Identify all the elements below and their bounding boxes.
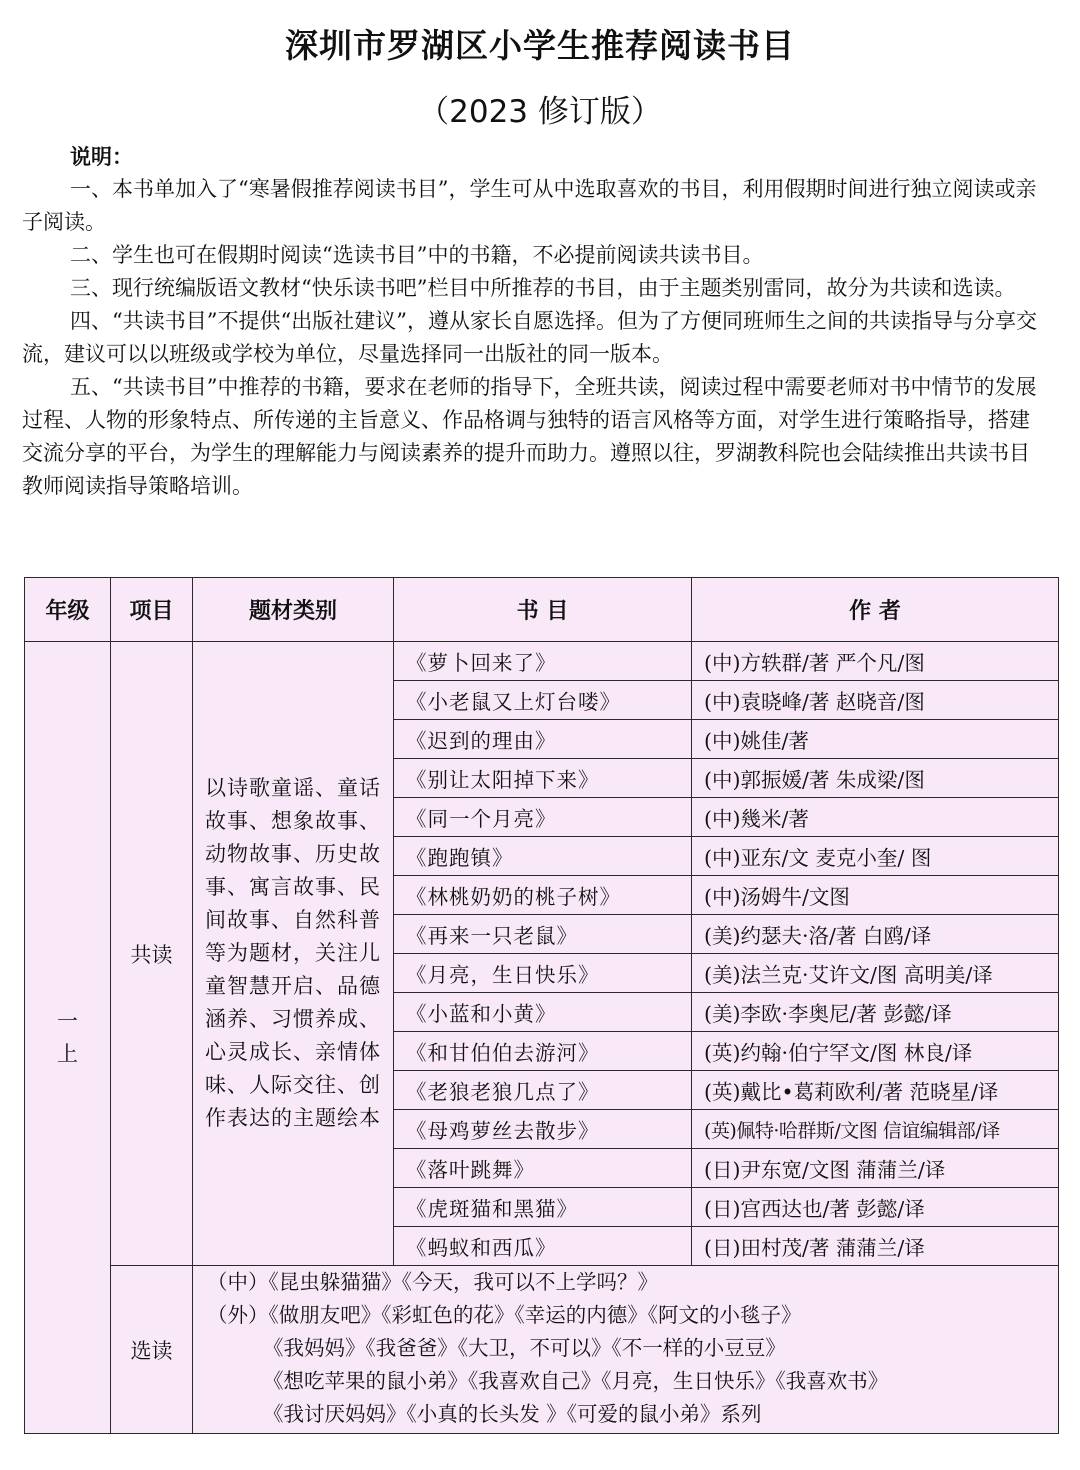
- book-author: (日)田村茂/著 蒲蒲兰/译: [692, 1227, 1059, 1266]
- elective-line: （中）《昆虫躲猫猫》《今天，我可以不上学吗？》: [207, 1270, 658, 1294]
- book-author: (日)尹东宽/文图 蒲蒲兰/译: [692, 1149, 1059, 1188]
- book-title: 《母鸡萝丝去散步》: [394, 1110, 692, 1149]
- grade-cell: [25, 642, 111, 1434]
- book-title: 《跑跑镇》: [394, 837, 692, 876]
- note-paragraph-5: 五、“共读书目”中推荐的书籍，要求在老师的指导下，全班共读，阅读过程中需要老师对书中情节的发展过程、人物的形象特点、所传递的主旨意义、作品格调与独特的语言风格等方面，对学生进行策略指导，搭建交流分享的平台，为学生的理解能力与阅读素养的提升而助力。遵照以往，罗湖教科院也会陆续推出共读书目教师阅读指导策略培训。: [22, 375, 1037, 498]
- book-author: (英)戴比•葛莉欧利/著 范晓星/译: [692, 1071, 1059, 1110]
- book-title: 《和甘伯伯去游河》: [394, 1032, 692, 1071]
- book-author: (中)姚佳/著: [692, 720, 1059, 759]
- book-author: (中)亚东/文 麦克小奎/ 图: [692, 837, 1059, 876]
- book-author: (美)法兰克·艾许文/图 高明美/译: [692, 954, 1059, 993]
- note-paragraph-4: 四、“共读书目”不提供“出版社建议”，遵从家长自愿选择。但为了方便同班师生之间的共读指导与分享交流，建议可以以班级或学校为单位，尽量选择同一出版社的同一版本。: [22, 309, 1037, 366]
- book-title: 《迟到的理由》: [394, 720, 692, 759]
- header-book: 书 目: [394, 578, 692, 642]
- elective-line: （外）《做朋友吧》《彩虹色的花》《幸运的内德》《阿文的小毯子》: [207, 1303, 802, 1327]
- elective-books-cell: [193, 1266, 1059, 1434]
- book-title: 《蚂蚁和西瓜》: [394, 1227, 692, 1266]
- book-author: (英)约翰·伯宁罕文/图 林良/译: [692, 1032, 1059, 1071]
- book-author: (中)幾米/著: [692, 798, 1059, 837]
- note-paragraph-2: 二、学生也可在假期时阅读“选读书目”中的书籍，不必提前阅读共读书目。: [70, 243, 764, 267]
- table-row: [25, 1266, 1059, 1434]
- book-title: 《老狼老狼几点了》: [394, 1071, 692, 1110]
- book-title: 《月亮，生日快乐》: [394, 954, 692, 993]
- reading-list-table: [24, 577, 1059, 1434]
- table-row: [25, 642, 1059, 681]
- note-paragraph-3: 三、现行统编版语文教材“快乐读书吧”栏目中所推荐的书目，由于主题类别雷同，故分为共读和选读。: [70, 276, 1016, 300]
- book-title: 《别让太阳掉下来》: [394, 759, 692, 798]
- book-title: 《落叶跳舞》: [394, 1149, 692, 1188]
- shared-reading-label: 共读: [111, 642, 193, 1266]
- grade-value: 一上: [57, 1008, 78, 1066]
- header-author: 作 者: [692, 578, 1059, 642]
- book-author: (中)汤姆牛/文图: [692, 876, 1059, 915]
- book-title: 《再来一只老鼠》: [394, 915, 692, 954]
- header-topic: 题材类别: [193, 578, 394, 642]
- book-author: (中)郭振媛/著 朱成梁/图: [692, 759, 1059, 798]
- book-author: (美)李欧·李奥尼/著 彭懿/译: [692, 993, 1059, 1032]
- page-subtitle: （2023 修订版）: [418, 94, 662, 130]
- book-title: 《小老鼠又上灯台喽》: [394, 681, 692, 720]
- elective-line: 《想吃苹果的鼠小弟》《我喜欢自己》《月亮，生日快乐》《我喜欢书》: [263, 1369, 889, 1393]
- book-author: (英)佩特·哈群斯/文图 信谊编辑部/译: [692, 1110, 1059, 1149]
- book-author: (日)宫西达也/著 彭懿/译: [692, 1188, 1059, 1227]
- notes-section: [22, 140, 1047, 503]
- book-title: 《小蓝和小黄》: [394, 993, 692, 1032]
- book-title: 《萝卜回来了》: [394, 642, 692, 681]
- book-title: 《同一个月亮》: [394, 798, 692, 837]
- header-grade: 年级: [25, 578, 111, 642]
- notes-heading: 说明：: [70, 144, 133, 169]
- elective-line: 《我妈妈》《我爸爸》《大卫，不可以》《不一样的小豆豆》: [263, 1336, 786, 1360]
- book-title: 《虎斑猫和黑猫》: [394, 1188, 692, 1227]
- book-author: (中)袁晓峰/著 赵晓音/图: [692, 681, 1059, 720]
- elective-line: 《我讨厌妈妈》《小真的长头发 》《可爱的鼠小弟》系列: [263, 1402, 762, 1426]
- table-header-row: [25, 578, 1059, 642]
- elective-reading-label: 选读: [111, 1266, 193, 1434]
- book-title: 《林桃奶奶的桃子树》: [394, 876, 692, 915]
- book-author: (中)方轶群/著 严个凡/图: [692, 642, 1059, 681]
- page-title: 深圳市罗湖区小学生推荐阅读书目: [285, 26, 795, 65]
- book-author: (美)约瑟夫·洛/著 白鸥/译: [692, 915, 1059, 954]
- topic-cell: 以诗歌童谣、童话故事、想象故事、动物故事、历史故事、寓言故事、民间故事、自然科普等为题材，关注儿童智慧开启、品德涵养、习惯养成、心灵成长、亲情体味、人际交往、创作表达的主题绘本: [193, 642, 394, 1266]
- note-paragraph-1: 一、本书单加入了“寒暑假推荐阅读书目”，学生可从中选取喜欢的书目，利用假期时间进行独立阅读或亲子阅读。: [22, 177, 1037, 234]
- header-item: 项目: [111, 578, 193, 642]
